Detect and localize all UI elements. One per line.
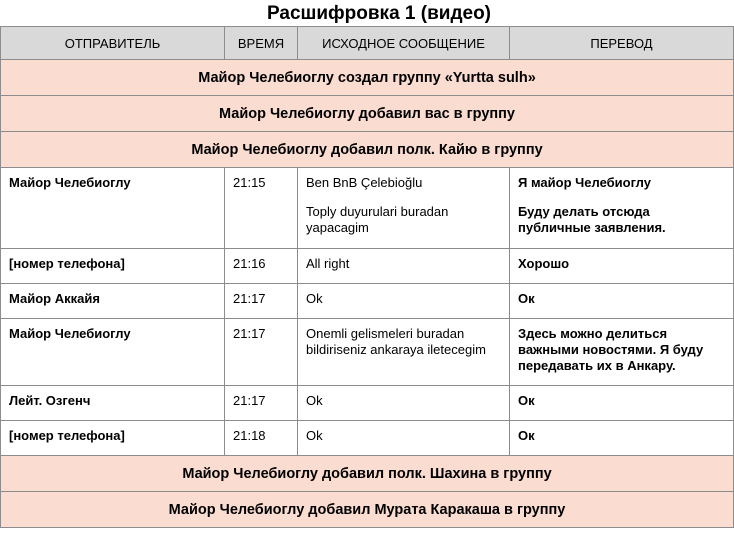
- message-time: 21:15: [225, 168, 298, 249]
- original-line: Ben BnB Çelebioğlu: [306, 175, 423, 190]
- event-row: [1, 60, 734, 96]
- header-original: ИСХОДНОЕ СООБЩЕНИЕ: [298, 27, 510, 60]
- transcript-table: [0, 26, 734, 528]
- event-text: Майор Челебиоглу создал группу «Yurtta sulh»: [1, 60, 734, 96]
- header-row: [1, 27, 734, 60]
- event-row: [1, 96, 734, 132]
- message-row: [1, 319, 734, 386]
- message-translation: Ок: [510, 284, 734, 319]
- event-row: [1, 456, 734, 492]
- message-time: 21:18: [225, 421, 298, 456]
- message-original: Ok: [298, 386, 510, 421]
- message-original: Ok: [298, 284, 510, 319]
- event-text: Майор Челебиоглу добавил Мурата Каракаша в группу: [1, 492, 734, 528]
- header-translation: ПЕРЕВОД: [510, 27, 734, 60]
- original-line: Toply duyurulari buradan yapacagim: [306, 204, 449, 235]
- event-text: Майор Челебиоглу добавил полк. Кайю в группу: [1, 132, 734, 168]
- translation-line: Буду делать отсюда публичные заявления.: [518, 204, 666, 235]
- message-original: Onemli gelismeleri buradan bildiriseniz ankaraya iletecegim: [298, 319, 510, 386]
- header-time: ВРЕМЯ: [225, 27, 298, 60]
- message-sender: [номер телефона]: [1, 421, 225, 456]
- message-translation: Здесь можно делиться важными новостями. Я буду передавать их в Анкару.: [510, 319, 734, 386]
- event-text: Майор Челебиоглу добавил вас в группу: [1, 96, 734, 132]
- message-translation: Ок: [510, 421, 734, 456]
- message-original: Ok: [298, 421, 510, 456]
- message-time: 21:17: [225, 386, 298, 421]
- event-text: Майор Челебиоглу добавил полк. Шахина в группу: [1, 456, 734, 492]
- page-title: Расшифровка 1 (видео): [266, 3, 492, 24]
- translation-line: Я майор Челебиоглу: [518, 175, 651, 190]
- message-translation: Хорошо: [510, 249, 734, 284]
- message-sender: Майор Аккайя: [1, 284, 225, 319]
- message-row: [1, 421, 734, 456]
- header-sender: ОТПРАВИТЕЛЬ: [1, 27, 225, 60]
- message-time: 21:17: [225, 319, 298, 386]
- message-row: [1, 168, 734, 249]
- message-sender: Лейт. Озгенч: [1, 386, 225, 421]
- message-row: [1, 386, 734, 421]
- message-original: All right: [298, 249, 510, 284]
- message-row: [1, 249, 734, 284]
- message-time: 21:17: [225, 284, 298, 319]
- message-time: 21:16: [225, 249, 298, 284]
- message-sender: [номер телефона]: [1, 249, 225, 284]
- message-translation: Ок: [510, 386, 734, 421]
- message-sender: Майор Челебиоглу: [1, 319, 225, 386]
- event-row: [1, 132, 734, 168]
- message-sender: Майор Челебиоглу: [1, 168, 225, 249]
- message-translation: [510, 168, 734, 249]
- message-original: [298, 168, 510, 249]
- event-row: [1, 492, 734, 528]
- message-row: [1, 284, 734, 319]
